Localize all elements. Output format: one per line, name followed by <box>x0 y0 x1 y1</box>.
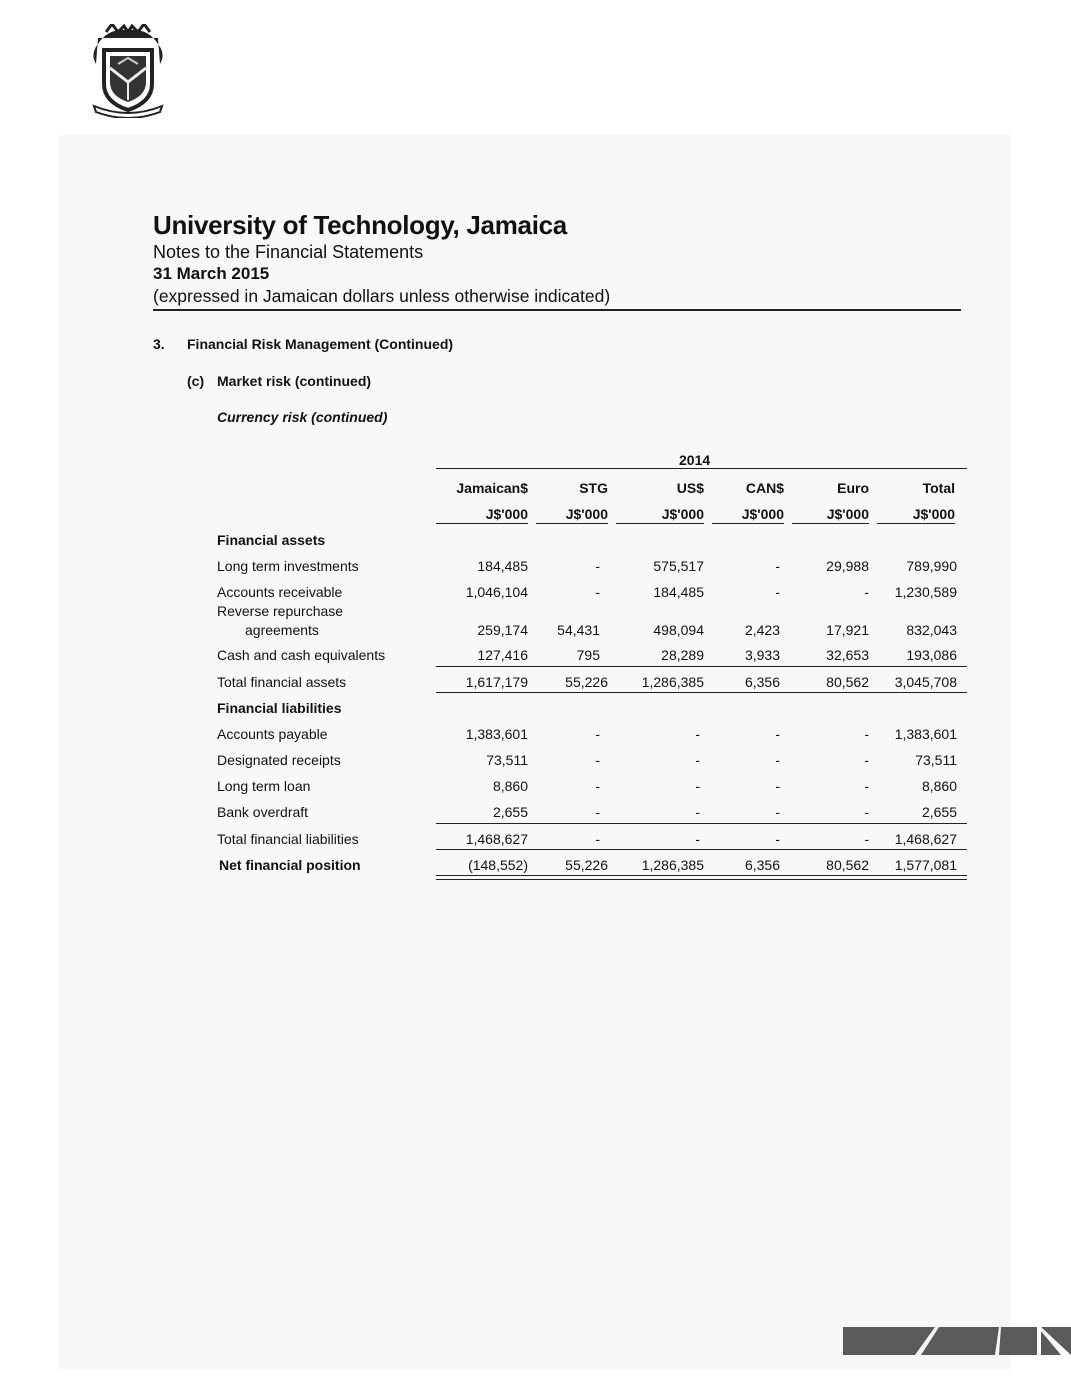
cell-value: - <box>595 778 600 794</box>
cell-value: - <box>695 778 700 794</box>
total-value: - <box>595 831 600 847</box>
cell-value: 193,086 <box>906 647 957 663</box>
net-value: 80,562 <box>826 857 869 873</box>
cell-value: 127,416 <box>477 647 528 663</box>
cell-value: 73,511 <box>486 752 528 768</box>
cell-value: 575,517 <box>653 558 704 574</box>
statement-date: 31 March 2015 <box>153 264 270 283</box>
cell-value: - <box>775 726 780 742</box>
assets-heading: Financial assets <box>217 532 326 548</box>
topic-heading: Currency risk (continued) <box>217 409 388 425</box>
row-label: Bank overdraft <box>217 804 309 820</box>
column-header-euro: Euro <box>837 480 869 496</box>
net-value: 55,226 <box>565 857 608 873</box>
cell-value: 32,653 <box>826 647 869 663</box>
cell-value: 29,988 <box>826 558 869 574</box>
cell-value: - <box>775 804 780 820</box>
net-value: (148,552) <box>468 857 528 873</box>
cell-value: - <box>695 752 700 768</box>
subtotal-rule <box>436 823 967 824</box>
document-subtitle: Notes to the Financial Statements <box>153 242 424 262</box>
total-value: 55,226 <box>565 674 608 690</box>
total-value: - <box>775 831 780 847</box>
column-unit-usd: J$'000 <box>616 506 704 524</box>
total-assets-label: Total financial assets <box>217 674 347 690</box>
total-value: 3,045,708 <box>894 674 957 690</box>
column-header-usd: US$ <box>676 480 704 496</box>
cell-value: - <box>775 584 780 600</box>
cell-value: 73,511 <box>915 752 957 768</box>
cell-value: - <box>595 558 600 574</box>
cell-value: - <box>864 752 869 768</box>
year-rule <box>436 468 967 469</box>
institution-title: University of Technology, Jamaica <box>153 210 567 240</box>
column-unit-euro: J$'000 <box>792 506 869 524</box>
total-value: - <box>864 831 869 847</box>
cell-value: - <box>864 778 869 794</box>
cell-value: 1,230,589 <box>894 584 957 600</box>
cell-value: 17,921 <box>826 622 869 638</box>
row-label-continued: agreements <box>245 622 319 638</box>
column-header-stg: STG <box>579 480 608 496</box>
net-value: 6,356 <box>744 857 780 873</box>
section-title: Financial Risk Management (Continued) <box>187 336 454 352</box>
cell-value: 789,990 <box>906 558 957 574</box>
cell-value: 1,383,601 <box>894 726 957 742</box>
total-value: 80,562 <box>826 674 869 690</box>
row-label: Cash and cash equivalents <box>217 647 386 663</box>
cell-value: - <box>775 752 780 768</box>
cell-value: 184,485 <box>653 584 704 600</box>
total-value: 1,286,385 <box>641 674 704 690</box>
total-value: 1,468,627 <box>894 831 957 847</box>
total-rule <box>436 692 967 693</box>
cell-value: - <box>595 804 600 820</box>
footer-decoration-graphic <box>843 1327 1071 1355</box>
subsection-label: (c) <box>187 373 205 389</box>
cell-value: 8,860 <box>921 778 957 794</box>
row-label: Long term investments <box>217 558 359 574</box>
total-liabilities-label: Total financial liabilities <box>217 831 359 847</box>
cell-value: - <box>595 752 600 768</box>
section-number: 3. <box>153 336 165 352</box>
total-rule <box>436 849 967 850</box>
cell-value: 1,046,104 <box>465 584 528 600</box>
cell-value: - <box>775 558 780 574</box>
cell-value: 2,655 <box>921 804 957 820</box>
cell-value: - <box>595 584 600 600</box>
cell-value: 498,094 <box>653 622 704 638</box>
cell-value: - <box>864 584 869 600</box>
currency-note: (expressed in Jamaican dollars unless otherwise indicated) <box>153 286 611 306</box>
subsection-title: Market risk (continued) <box>217 373 372 389</box>
column-unit-cad: J$'000 <box>712 506 784 524</box>
column-header-total: Total <box>922 480 955 496</box>
total-value: - <box>695 831 700 847</box>
university-crest-logo <box>88 24 168 118</box>
cell-value: 832,043 <box>906 622 957 638</box>
cell-value: - <box>595 726 600 742</box>
cell-value: 8,860 <box>492 778 528 794</box>
cell-value: - <box>864 804 869 820</box>
row-label: Accounts payable <box>217 726 328 742</box>
total-value: 6,356 <box>744 674 780 690</box>
cell-value: - <box>695 804 700 820</box>
cell-value: 54,431 <box>557 622 600 638</box>
subtotal-rule <box>436 666 967 667</box>
total-value: 1,468,627 <box>465 831 528 847</box>
grand-total-double-rule <box>436 875 967 880</box>
cell-value: 795 <box>576 647 600 663</box>
document-header <box>153 210 961 311</box>
cell-value: 28,289 <box>661 647 704 663</box>
cell-value: 2,423 <box>744 622 780 638</box>
cell-value: 3,933 <box>744 647 780 663</box>
table-year: 2014 <box>679 452 711 468</box>
column-header-jamaican: Jamaican$ <box>456 480 528 496</box>
row-label: Long term loan <box>217 778 311 794</box>
cell-value: 2,655 <box>492 804 528 820</box>
cell-value: 1,383,601 <box>465 726 528 742</box>
column-unit-stg: J$'000 <box>536 506 608 524</box>
column-unit-jamaican: J$'000 <box>436 506 528 524</box>
header-rule <box>153 309 961 311</box>
cell-value: - <box>695 726 700 742</box>
row-label: Reverse repurchase <box>217 603 344 619</box>
liabilities-heading: Financial liabilities <box>217 700 342 716</box>
net-value: 1,286,385 <box>641 857 704 873</box>
row-label: Designated receipts <box>217 752 341 768</box>
cell-value: 184,485 <box>477 558 528 574</box>
cell-value: - <box>864 726 869 742</box>
column-header-cad: CAN$ <box>745 480 784 496</box>
net-value: 1,577,081 <box>894 857 957 873</box>
total-value: 1,617,179 <box>465 674 528 690</box>
row-label: Accounts receivable <box>217 584 343 600</box>
net-position-label: Net financial position <box>219 857 361 873</box>
cell-value: 259,174 <box>477 622 528 638</box>
cell-value: - <box>775 778 780 794</box>
column-unit-total: J$'000 <box>877 506 955 524</box>
